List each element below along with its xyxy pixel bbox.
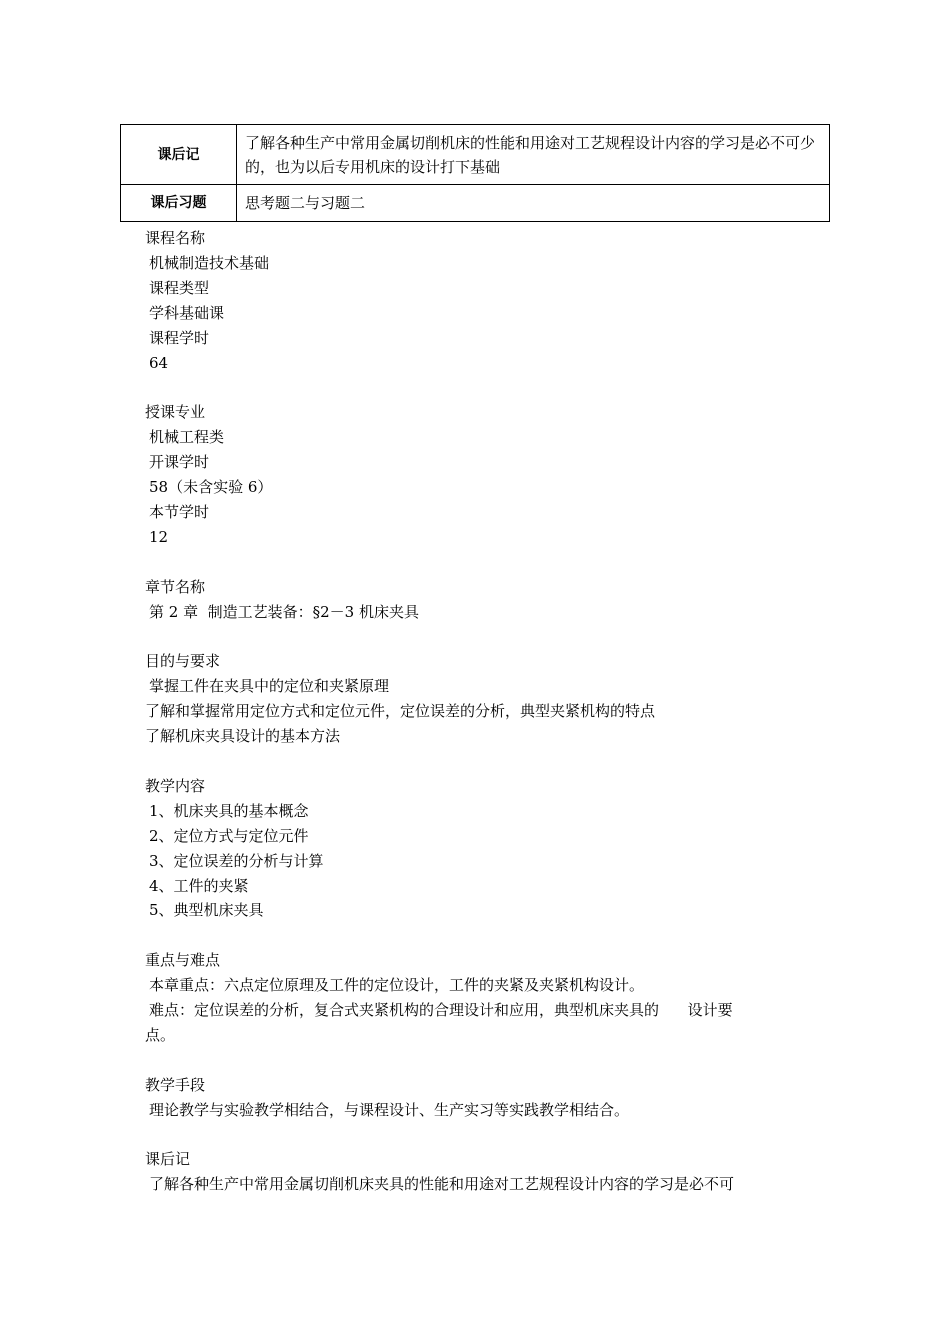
goals-label: 目的与要求 bbox=[145, 652, 221, 671]
section-hours-label: 本节学时 bbox=[149, 502, 210, 521]
methods-text: 理论教学与实验教学相结合，与课程设计、生产实习等实践教学相结合。 bbox=[149, 1100, 630, 1119]
after-notes-label: 课后记 bbox=[145, 1150, 191, 1169]
major-label: 授课专业 bbox=[145, 403, 206, 422]
goal-item: 了解机床夹具设计的基本方法 bbox=[145, 727, 341, 746]
methods-label: 教学手段 bbox=[145, 1075, 206, 1094]
open-hours: 58（未含实验 6） bbox=[149, 478, 273, 497]
row-text-exercises: 思考题二与习题二 bbox=[237, 185, 830, 222]
course-name: 机械制造技术基础 bbox=[149, 253, 270, 272]
course-hours-label: 课程学时 bbox=[149, 328, 210, 347]
difficult-points-text: 难点：定位误差的分析，复合式夹紧机构的合理设计和应用，典型机床夹具的 设计要 bbox=[149, 1001, 733, 1020]
content-item: 2、定位方式与定位元件 bbox=[149, 826, 309, 845]
content-item: 1、机床夹具的基本概念 bbox=[149, 801, 309, 820]
key-points-text: 本章重点：六点定位原理及工件的定位设计，工件的夹紧及夹紧机构设计。 bbox=[149, 976, 645, 995]
content-item: 3、定位误差的分析与计算 bbox=[149, 851, 324, 870]
table-row bbox=[121, 185, 830, 222]
row-text-after-notes: 了解各种生产中常用金属切削机床的性能和用途对工艺规程设计内容的学习是必不可少的，也为以后专用机床的设计打下基础 bbox=[237, 125, 830, 185]
major: 机械工程类 bbox=[149, 428, 225, 447]
goal-item: 掌握工件在夹具中的定位和夹紧原理 bbox=[149, 677, 390, 696]
row-label-after-notes: 课后记 bbox=[121, 125, 237, 185]
content-item: 4、工件的夹紧 bbox=[149, 876, 249, 895]
course-hours: 64 bbox=[149, 353, 169, 372]
goal-item: 了解和掌握常用定位方式和定位元件，定位误差的分析，典型夹紧机构的特点 bbox=[145, 702, 656, 721]
table-row bbox=[121, 125, 830, 185]
teaching-content-label: 教学内容 bbox=[145, 776, 206, 795]
difficult-points-text-cont: 点。 bbox=[145, 1025, 176, 1044]
row-label-exercises: 课后习题 bbox=[121, 185, 237, 222]
summary-table bbox=[120, 124, 830, 222]
after-notes-text: 了解各种生产中常用金属切削机床夹具的性能和用途对工艺规程设计内容的学习是必不可 bbox=[149, 1175, 735, 1194]
key-points-label: 重点与难点 bbox=[145, 951, 221, 970]
chapter-value: 第 2 章 制造工艺装备：§2－3 机床夹具 bbox=[149, 602, 419, 621]
chapter-label: 章节名称 bbox=[145, 577, 206, 596]
document-body bbox=[145, 226, 825, 1197]
section-hours: 12 bbox=[149, 527, 169, 546]
course-name-label: 课程名称 bbox=[145, 229, 206, 247]
course-type-label: 课程类型 bbox=[149, 278, 210, 297]
open-hours-label: 开课学时 bbox=[149, 453, 210, 472]
content-item: 5、典型机床夹具 bbox=[149, 901, 264, 920]
course-type: 学科基础课 bbox=[149, 303, 225, 322]
